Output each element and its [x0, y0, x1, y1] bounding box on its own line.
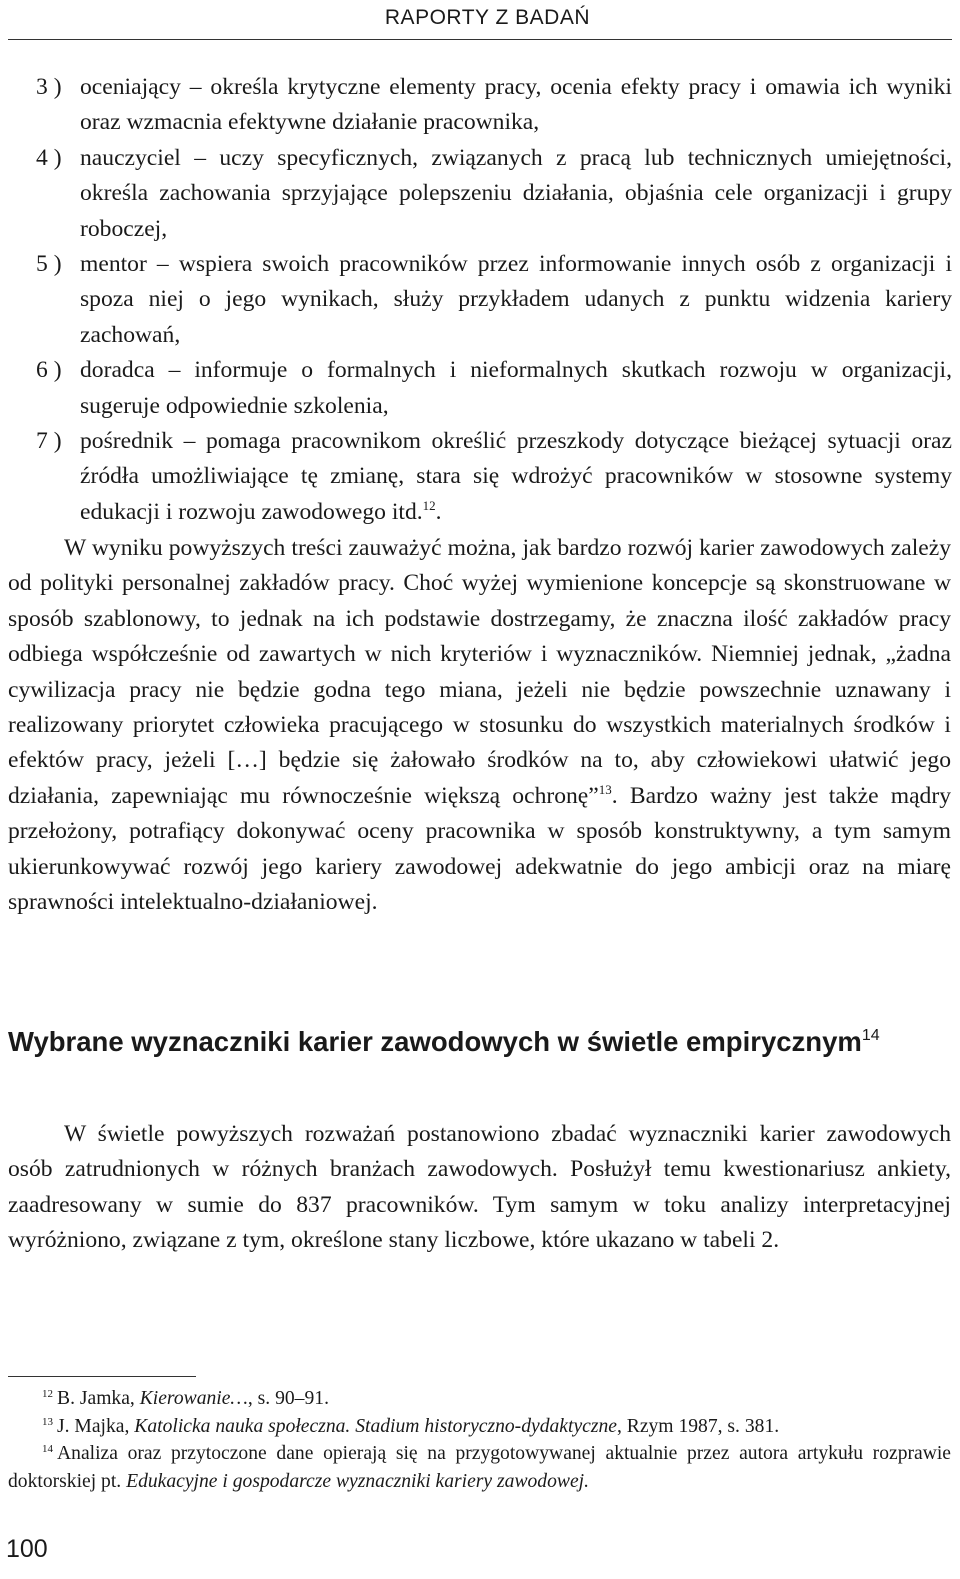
- footnote-ref[interactable]: 14: [861, 1027, 880, 1044]
- footnote-text-tail: , s. 90–91.: [247, 1388, 329, 1409]
- footnote-text-tail: , Rzym 1987, s. 381.: [616, 1415, 780, 1437]
- header-title: RAPORTY Z BADAŃ: [384, 6, 590, 29]
- list-text-body: pośrednik – pomaga pracownikom określić przeszkody dotyczące bieżącej sytuacji oraz źródła umożliwiające tę zmianę, stara się wdrożyć pracowników w stosowne systemy edukacji i rozwoju zawodowego itd.: [80, 428, 952, 525]
- list-text-tail: .: [435, 498, 442, 525]
- section-heading: [8, 1022, 951, 1061]
- role-list: [36, 70, 952, 530]
- paragraph-text-continued: . Bardzo ważny jest także mądry przełożony, potrafiący dokonywać oceny pracownika w sposób konstruktywny, a tym samym ukierunkowywać rozwój jego kariery zawodowej adekwatnie do jego ambicji oraz na miarę sprawności intelektualno-działaniowej.: [8, 782, 952, 916]
- list-item: [36, 353, 952, 424]
- page-number: 100: [6, 1535, 48, 1563]
- footnote-number: 13: [42, 1415, 53, 1428]
- footnote-text: Analiza oraz przytoczone dane opierają się na przygotowywanej aktualnie przez autora artykułu rozprawie doktorskiej pt.: [8, 1443, 951, 1492]
- list-number: 5 ): [36, 251, 62, 278]
- footnote: [8, 1413, 951, 1441]
- list-number: 3 ): [36, 74, 62, 100]
- footnote-text: B. Jamka,: [57, 1388, 140, 1409]
- footnotes: [8, 1385, 951, 1495]
- footnote-text: J. Majka,: [57, 1415, 135, 1437]
- list-number: 4 ): [36, 144, 62, 171]
- footnote-number: 14: [42, 1443, 53, 1455]
- footnote-separator: [8, 1376, 196, 1377]
- body-paragraph: W świetle powyższych rozważań postanowiono zbadać wyznaczniki karier zawodowych osób zatrudnionych w różnych branżach zawodowych. Posłużył temu kwestionariusz ankiety, zaadresowany w sumie do 837 pracowników. Tym samym w toku analizy interpretacyjnej wyróżniono, związane z tym, określone stany liczbowe, które ukazano w tabeli 2.: [8, 1121, 951, 1254]
- list-text: nauczyciel – uczy specyficznych, związanych z pracą lub technicznych umiejętności, określa zachowania sprzyjające polepszeniu działania, objaśnia cele organizacji i grupy roboczej,: [80, 144, 952, 242]
- footnote-number: 12: [42, 1388, 53, 1400]
- list-number: 6 ): [36, 357, 62, 384]
- footnote: [8, 1440, 951, 1495]
- footnote-ref[interactable]: 13: [598, 781, 612, 797]
- list-item: [36, 424, 952, 530]
- footnote-title: Edukacyjne i gospodarcze wyznaczniki kariery zawodowej.: [126, 1470, 590, 1492]
- list-item: [36, 247, 952, 353]
- body-paragraph: [8, 531, 951, 920]
- list-text: mentor – wspiera swoich pracowników przez informowanie innych osób z organizacji i spoza niej o jego wynikach, służy przykładem udanych z punktu widzenia kariery zachowań,: [80, 251, 952, 348]
- footnote-ref[interactable]: 12: [422, 497, 436, 513]
- list-number: 7 ): [36, 428, 62, 455]
- list-item: [36, 141, 952, 247]
- footnote: [8, 1385, 951, 1413]
- header-rule: [8, 39, 952, 40]
- footnote-title: Kierowanie…: [139, 1388, 248, 1409]
- paragraph-text: W wyniku powyższych treści zauważyć można, jak bardzo rozwój karier zawodowych zależy od polityki personalnej zakładów pracy. Choć wyżej wymienione koncepcje są skonstruowane w sposób szablonowy, to jednak na ich podstawie dostrzegamy, że znaczna ilość zakładów pracy odbiega współcześnie od zawartych w nich kryteriów i wyznaczników. Niemniej jednak, „żadna cywilizacja pracy nie będzie godna tego miana, jeżeli nie będzie powszechnie uznawany i realizowany priorytet człowieka pracującego w stosunku do wszystkich materialnych środków i efektów pracy, jeżeli […] będzie się żałowało środków na to, aby człowiekowi ułatwić jego działania, zapewniając mu równocześnie większą ochronę”: [8, 535, 951, 809]
- footnote-title: Katolicka nauka społeczna. Stadium historyczno-dydaktyczne: [134, 1415, 617, 1437]
- list-item: [36, 70, 952, 141]
- list-text: doradca – informuje o formalnych i nieformalnych skutkach rozwoju w organizacji, sugeruje odpowiednie szkolenia,: [80, 357, 952, 419]
- list-text: oceniający – określa krytyczne elementy pracy, ocenia efekty pracy i omawia ich wyniki oraz wzmacnia efektywne działanie pracownika,: [80, 74, 952, 136]
- list-text: [80, 424, 952, 530]
- running-header: [0, 0, 960, 42]
- section-heading-text: Wybrane wyznaczniki karier zawodowych w świetle empirycznym: [8, 1026, 862, 1057]
